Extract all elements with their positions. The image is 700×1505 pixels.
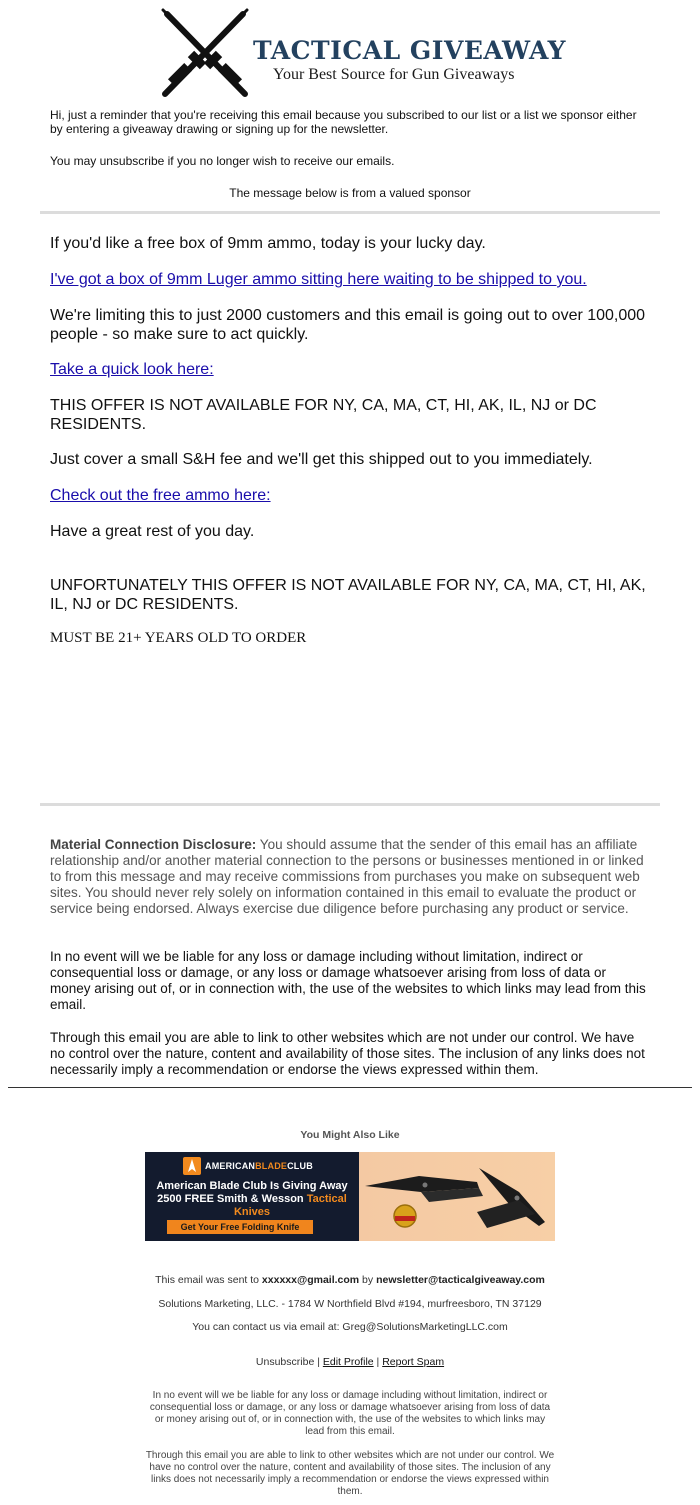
ammo-link[interactable] [50, 270, 655, 289]
disclosure-label: Material Connection Disclosure: [50, 837, 257, 852]
material-disclosure [50, 837, 650, 917]
fine-external-links: Through this email you are able to link to other websites which are not under our control. We have no control over the nature, content and availability of those sites. The inclusion of any links does not necessarily imply a recommendation or endorse the views expressed within them. [145, 1450, 555, 1497]
ad-brand-b: BLADE [255, 1161, 288, 1171]
link-separator: | [373, 1356, 383, 1368]
signoff-text: Have a great rest of you day. [50, 523, 255, 540]
ad-right-panel [359, 1152, 555, 1241]
tactical-giveaway-logo[interactable] [155, 8, 567, 100]
restriction-text: THIS OFFER IS NOT AVAILABLE FOR NY, CA, MA, CT, HI, AK, IL, NJ or DC RESIDENTS. [50, 397, 597, 433]
ad-brand [205, 1161, 313, 1171]
external-links-text: Through this email you are able to link to other websites which are not under our control. We have no control over the nature, content and availability of those sites. The inclusion of any links does not necessarily imply a recommendation or endorse the views expressed within them. [50, 1030, 645, 1077]
free-ammo-link[interactable] [50, 486, 655, 505]
blade-club-logo-icon [183, 1157, 201, 1175]
sent-to-line [0, 1274, 700, 1286]
footer-divider [8, 1087, 692, 1088]
report-spam-link[interactable]: Report Spam [382, 1356, 445, 1368]
brand-tagline: Your Best Source for Gun Giveaways [273, 66, 515, 83]
restriction-text-2: UNFORTUNATELY THIS OFFER IS NOT AVAILABLE FOR NY, CA, MA, CT, HI, AK, IL, NJ or DC RESIDENTS. [50, 577, 646, 613]
footer-links [0, 1356, 700, 1368]
company-address: Solutions Marketing, LLC. - 1784 W Northfield Blvd #194, murfreesboro, TN 37129 [158, 1298, 542, 1310]
subscription-reminder: Hi, just a reminder that you're receiving this email because you subscribed to our list or a list we sponsor either by entering a giveaway drawing or signing up for the newsletter. [50, 108, 637, 136]
ad-left-panel [145, 1152, 359, 1241]
ad-headline-b: Tactical Knives [233, 1193, 347, 1218]
brand-title: TACTICAL GIVEAWAY [253, 36, 567, 65]
crossed-rifles-icon [155, 8, 255, 100]
ad-brand-a: AMERICAN [205, 1161, 256, 1171]
edit-profile-link[interactable]: Edit Profile [322, 1356, 374, 1368]
recipient-email: xxxxxx@gmail.com [261, 1274, 360, 1286]
intro-text: If you'd like a free box of 9mm ammo, today is your lucky day. [50, 235, 486, 252]
american-blade-club-ad[interactable] [145, 1152, 555, 1241]
link-separator: | [314, 1356, 323, 1368]
ad-headline [153, 1180, 351, 1219]
divider [40, 803, 660, 806]
sent-prefix: This email was sent to [155, 1274, 262, 1286]
limit-text: We're limiting this to just 2000 customers and this email is going out to over 100,000 people - so make sure to act quickly. [50, 307, 646, 343]
ammo-link-text[interactable]: I've got a box of 9mm Luger ammo sitting here waiting to be shipped to you. [50, 271, 587, 288]
ad-brand-c: CLUB [287, 1161, 313, 1171]
unsubscribe-link[interactable]: Unsubscribe [255, 1356, 315, 1368]
disclosure-text: You should assume that the sender of this email has an affiliate relationship and/or another material connection to the persons or businesses mentioned in or linked to from this message and may receive commissions from purchases you make on subsequent web sites. You should never rely solely on information contained in this email to evaluate the product or service being endorsed. Always exercise due diligence before purchasing any product or service. [50, 837, 644, 916]
liability-text: In no event will we be liable for any loss or damage including without limitation, indirect or consequential loss or damage, or any loss or damage whatsoever arising from loss of data or money arising out of, or in connection with, the use of the websites to which links may lead from this email. [50, 949, 646, 1012]
shipping-text: Just cover a small S&H fee and we'll get this shipped out to you immediately. [50, 451, 593, 468]
unsubscribe-note: You may unsubscribe if you no longer wish to receive our emails. [50, 154, 395, 168]
contact-line: You can contact us via email at: Greg@SolutionsMarketingLLC.com [192, 1321, 508, 1333]
quick-look-link[interactable] [50, 360, 655, 379]
divider [40, 211, 660, 214]
sponsor-note: The message below is from a valued sponsor [229, 186, 471, 200]
ad-headline-a: American Blade Club Is Giving Away 2500 FREE Smith & Wesson [156, 1180, 348, 1205]
folding-knife-icon [359, 1152, 555, 1241]
ad-cta-button[interactable]: Get Your Free Folding Knife [167, 1220, 313, 1234]
quick-look-link-text[interactable]: Take a quick look here: [50, 361, 214, 378]
age-requirement: MUST BE 21+ YEARS OLD TO ORDER [50, 630, 307, 646]
sent-by: by [359, 1274, 377, 1286]
sender-email: newsletter@tacticalgiveaway.com [376, 1274, 545, 1286]
fine-liability: In no event will we be liable for any loss or damage including without limitation, indirect or consequential loss or damage, or any loss or damage whatsoever arising from loss of data or money arising out of, or in connection with, the use of the websites to which links may lead from this email. [149, 1390, 551, 1437]
free-ammo-link-text[interactable]: Check out the free ammo here: [50, 487, 271, 504]
might-like-heading: You Might Also Like [300, 1129, 400, 1141]
